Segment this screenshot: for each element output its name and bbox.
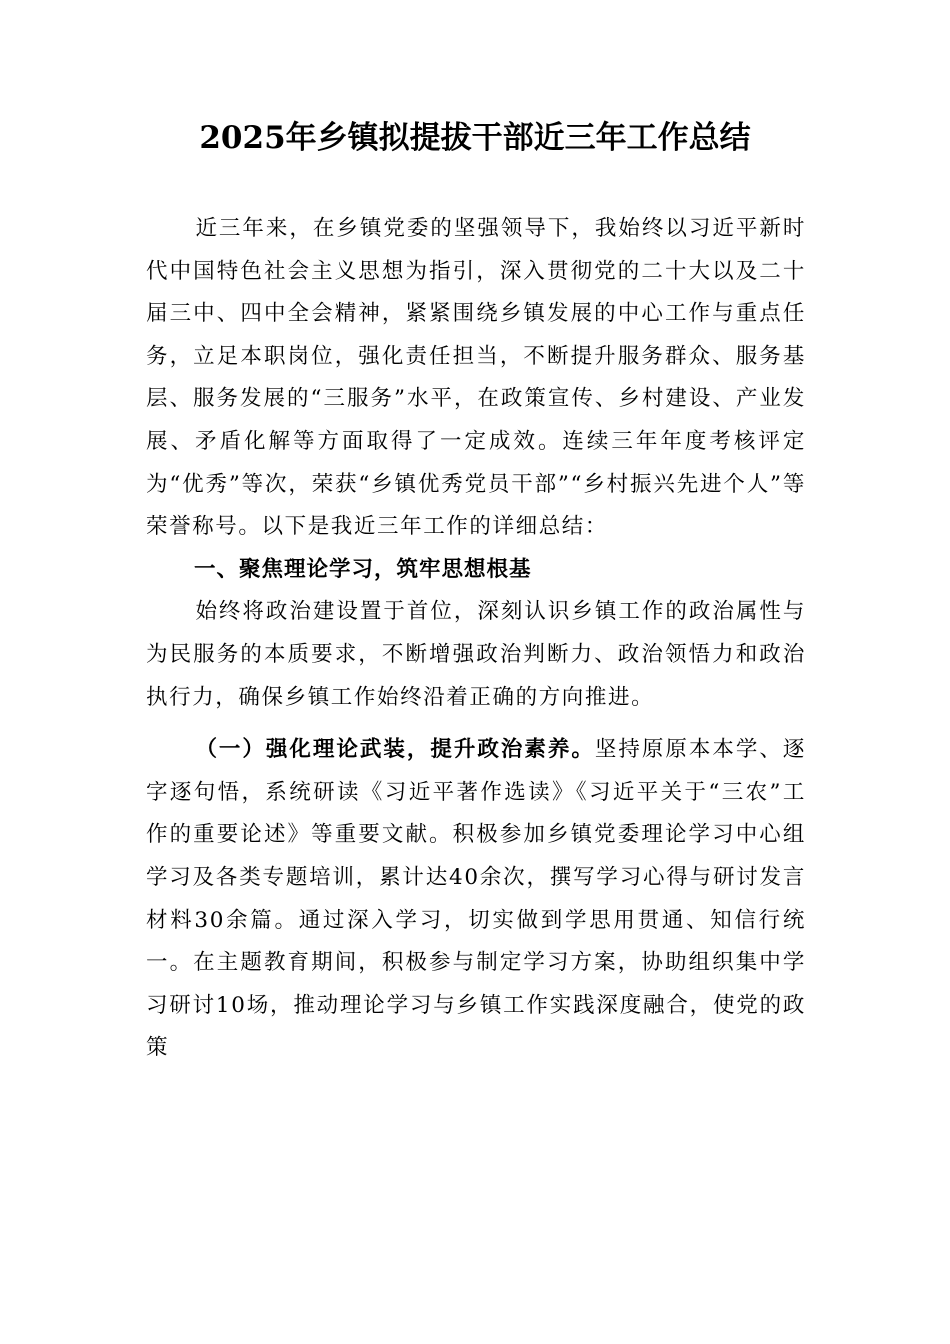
document-title: 2025年乡镇拟提拔干部近三年工作总结 — [199, 120, 751, 156]
subsection-lead: （一）强化理论武装，提升政治素养。 — [195, 737, 595, 763]
subsection-paragraph — [146, 729, 806, 1070]
intro-paragraph: 近三年来，在乡镇党委的坚强领导下，我始终以习近平新时代中国特色社会主义思想为指引，深入贯彻党的二十大以及二十届三中、四中全会精神，紧紧围绕乡镇发展的中心工作与重点任务，立足本职岗位，强化责任担当，不断提升服务群众、服务基层、服务发展的“三服务”水平，在政策宣传、乡村建设、产业发展、矛盾化解等方面取得了一定成效。连续三年年度考核评定为“优秀”等次，荣获“乡镇优秀党员干部”“乡村振兴先进个人”等荣誉称号。以下是我近三年工作的详细总结： — [146, 216, 806, 540]
document-body — [146, 208, 806, 1070]
section-heading: 一、聚焦理论学习，筑牢思想根基 — [194, 556, 532, 582]
subsection-text: 坚持原原本本学、逐字逐句悟，系统研读《习近平著作选读》《习近平关于“三农”工作的重要论述》等重要文献。积极参加乡镇党委理论学习中心组学习及各类专题培训，累计达40余次，撰写学习心得与研讨发言材料30余篇。通过深入学习，切实做到学思用贯通、知信行统一。在主题教育期间，积极参与制定学习方案，协助组织集中学习研讨10场，推动理论学习与乡镇工作实践深度融合，使党的政策 — [146, 737, 807, 1061]
section-paragraph: 始终将政治建设置于首位，深刻认识乡镇工作的政治属性与为民服务的本质要求，不断增强政治判断力、政治领悟力和政治执行力，确保乡镇工作始终沿着正确的方向推进。 — [146, 599, 806, 710]
